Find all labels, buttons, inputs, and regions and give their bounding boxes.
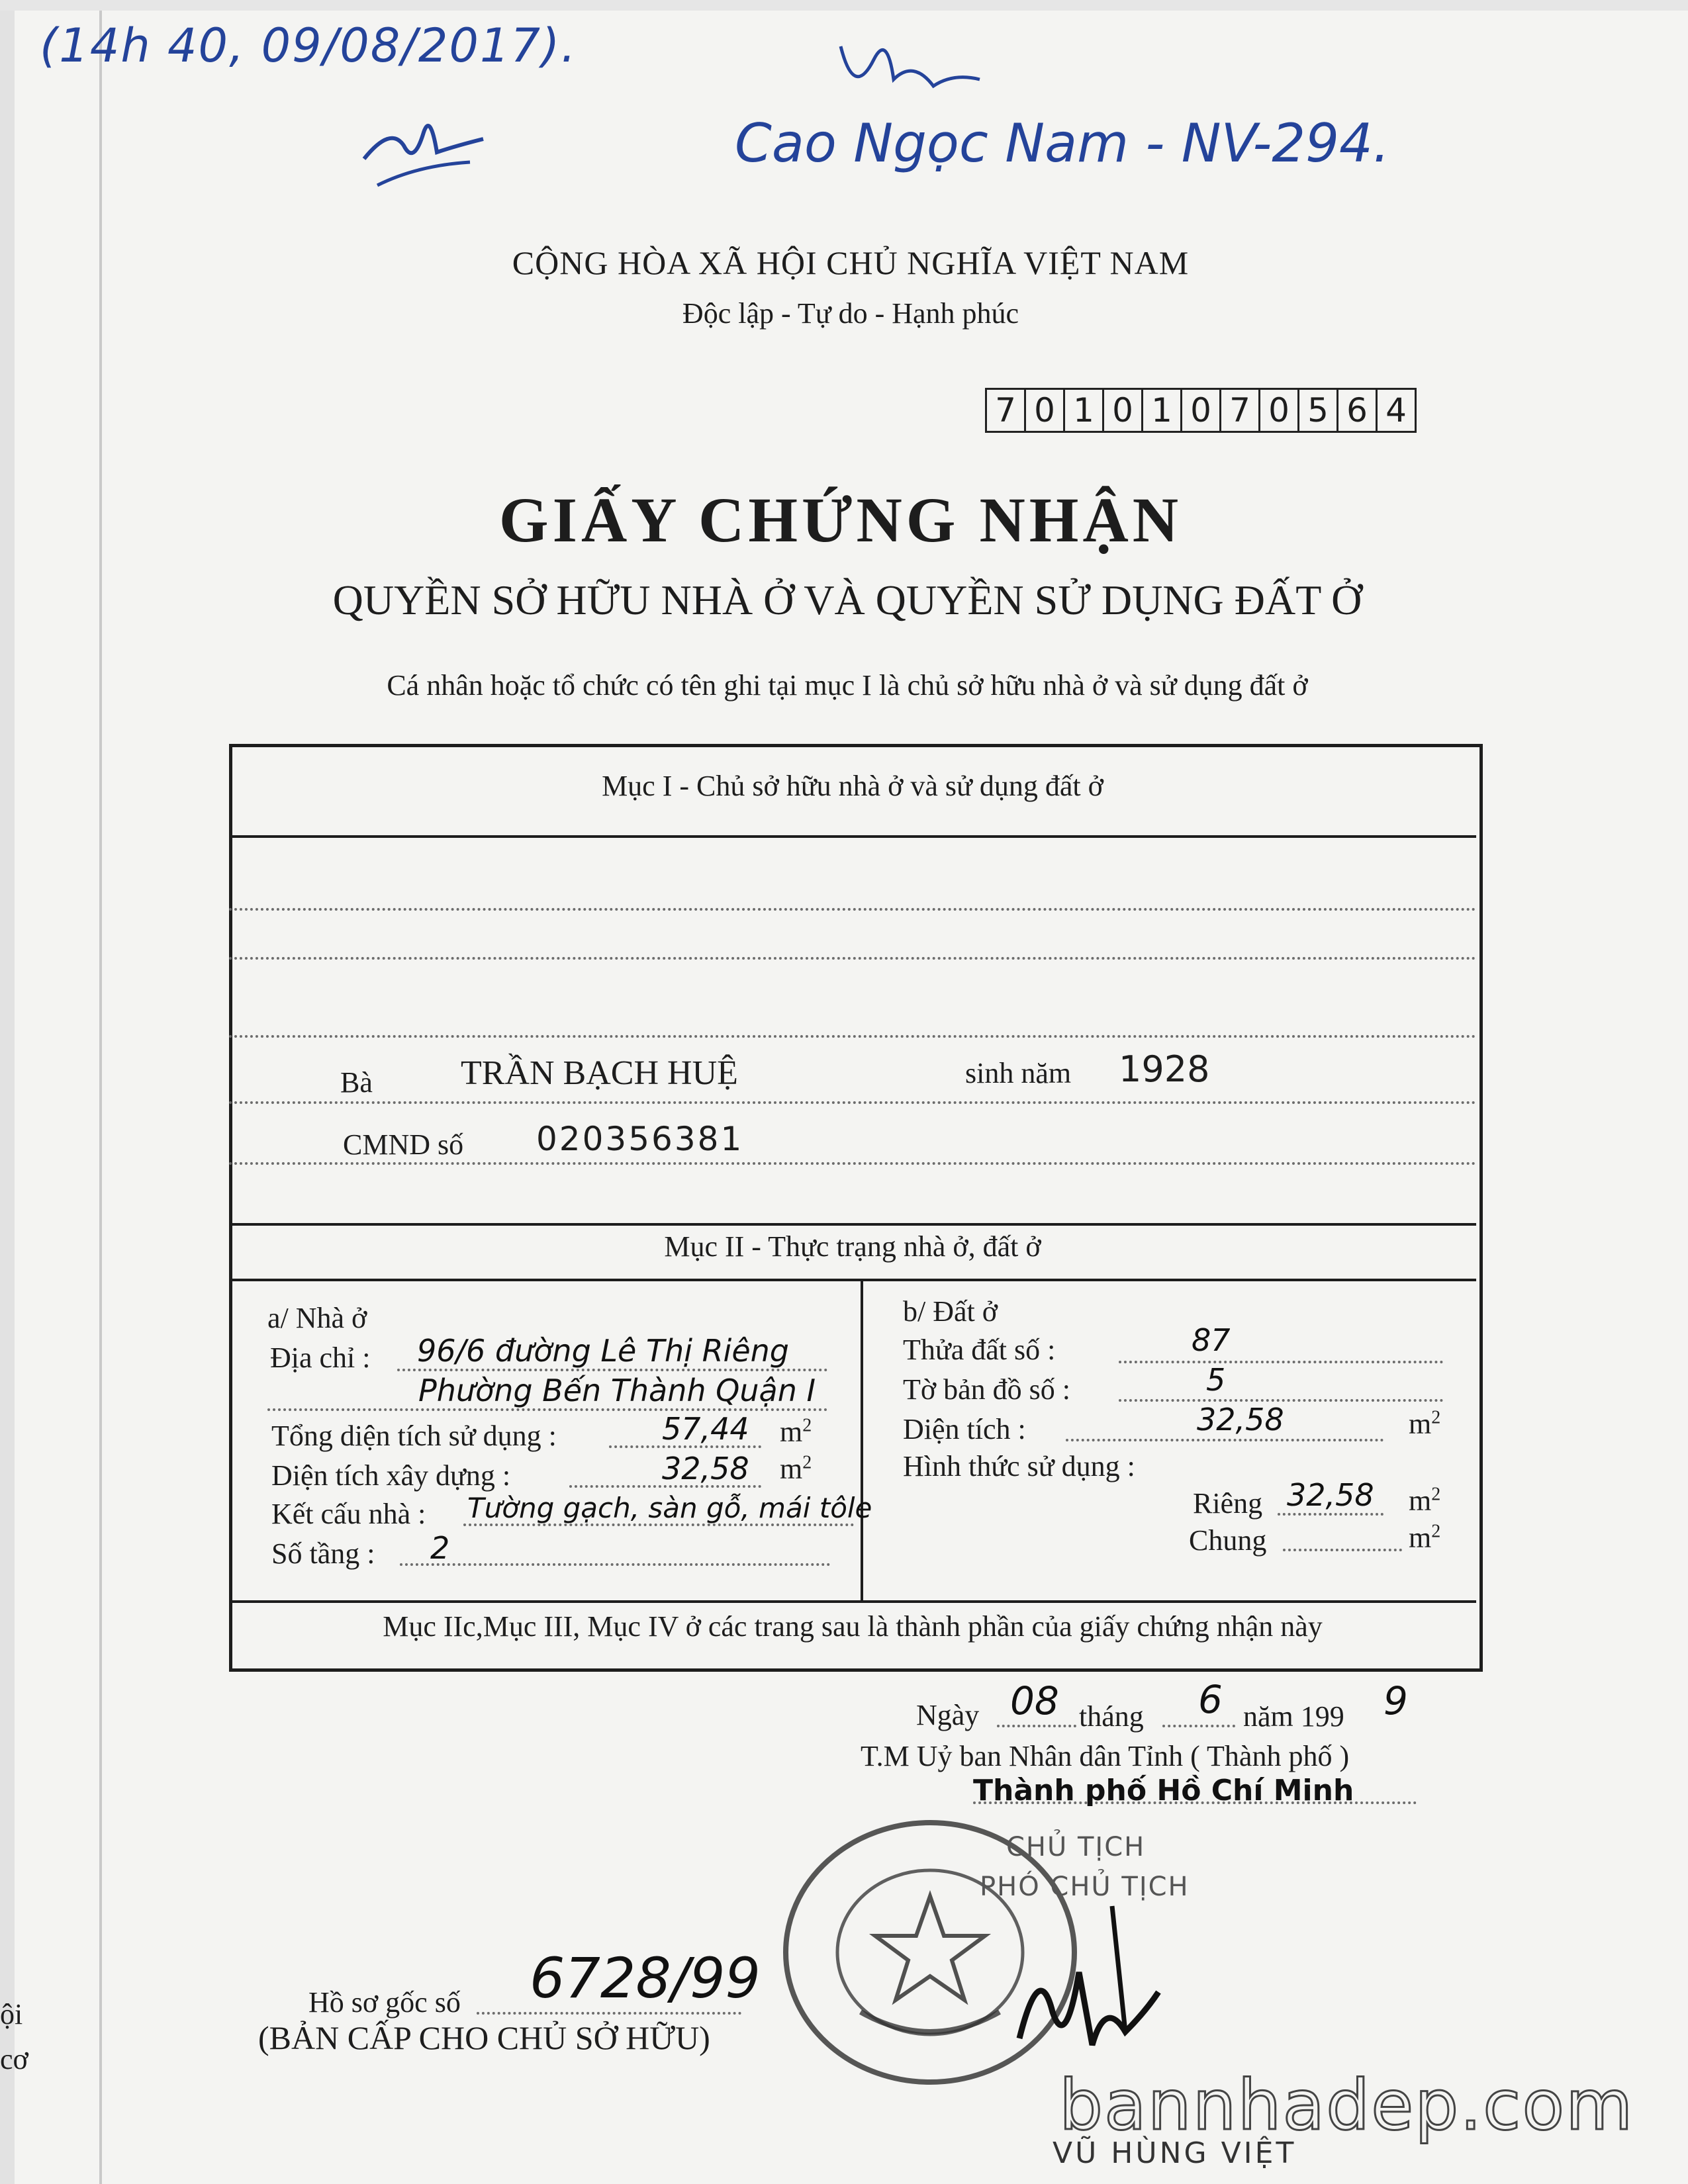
section-divider (229, 1279, 1476, 1281)
section2-heading: Mục II - Thực trạng nhà ở, đất ở (664, 1230, 1041, 1263)
serial-digit: 0 (1104, 390, 1143, 431)
certificate-subtitle: QUYỀN SỞ HỮU NHÀ Ở VÀ QUYỀN SỬ DỤNG ĐẤT Ở (332, 576, 1362, 623)
signer-name: VŨ HÙNG VIỆT (1053, 2136, 1297, 2170)
certificate-title: GIẤY CHỨNG NHẬN (498, 484, 1183, 555)
serial-digit: 1 (1143, 390, 1182, 431)
blank-line (229, 1101, 1476, 1104)
record-label: Hồ sơ gốc số (308, 1986, 461, 2019)
floors-line (400, 1563, 830, 1566)
address-line (397, 1369, 827, 1371)
plot-value: 87 (1192, 1322, 1231, 1358)
owner-name: TRẦN BẠCH HUỆ (461, 1054, 738, 1092)
country-name: CỘNG HÒA XÃ HỘI CHỦ NGHĨA VIỆT NAM (512, 244, 1190, 281)
blank-line (229, 908, 1476, 911)
edge-text: cơ (0, 2043, 28, 2075)
certificate-description: Cá nhân hoặc tổ chức có tên ghi tại mục I là chủ sở hữu nhà ở và sử dụng đất ở (387, 669, 1308, 702)
id-number: 020356381 (536, 1120, 744, 1158)
year-digit: 9 (1383, 1678, 1408, 1723)
unit: m (780, 1416, 803, 1448)
watermark: bannhadep.com (1059, 2065, 1634, 2146)
address-line2: Phường Bến Thành Quận I (418, 1373, 816, 1408)
serial-digit: 7 (987, 390, 1026, 431)
issuing-authority: T.M Uỷ ban Nhân dân Tỉnh ( Thành phố ) (861, 1740, 1350, 1772)
section-divider (229, 1600, 1476, 1603)
built-area-unit (780, 1452, 812, 1486)
land-area-unit (1409, 1407, 1440, 1441)
stamp-title-vice-chairman: PHÓ CHỦ TỊCH (980, 1872, 1190, 1902)
chairman-signature (993, 1880, 1178, 2065)
unit: m (1409, 1522, 1432, 1554)
land-area-value: 32,58 (1197, 1402, 1284, 1437)
total-area-unit (780, 1415, 812, 1449)
serial-digit: 5 (1299, 390, 1338, 431)
unit-exponent: 2 (1431, 1484, 1441, 1505)
motto: Độc lập - Tự do - Hạnh phúc (682, 297, 1019, 330)
serial-digit: 6 (1338, 390, 1378, 431)
private-label: Riêng (1193, 1487, 1263, 1520)
day-label: Ngày (916, 1699, 980, 1731)
unit: m (1409, 1408, 1432, 1440)
initial-signature (351, 86, 496, 192)
copy-note: (BẢN CẤP CHO CHỦ SỞ HỮU) (258, 2019, 710, 2056)
private-unit (1409, 1484, 1440, 1518)
land-area-line (1066, 1439, 1383, 1441)
staff-note: Cao Ngọc Nam - NV-294. (735, 113, 1390, 174)
blank-line (229, 1162, 1476, 1165)
serial-digit: 0 (1260, 390, 1299, 431)
structure-label: Kết cấu nhà : (271, 1498, 426, 1530)
unit: m (1409, 1484, 1432, 1517)
built-area-value: 32,58 (662, 1451, 749, 1486)
unit: m (780, 1453, 803, 1485)
plot-line (1119, 1361, 1443, 1363)
footer-note: Mục IIc,Mục III, Mục IV ở các trang sau là thành phần của giấy chứng nhận này (383, 1610, 1323, 1643)
house-heading: a/ Nhà ở (267, 1302, 367, 1334)
serial-digit: 1 (1065, 390, 1104, 431)
page-top-edge (0, 0, 1688, 11)
unit-exponent: 2 (802, 1452, 812, 1473)
year-label: năm 199 (1243, 1700, 1344, 1733)
shared-label: Chung (1189, 1524, 1267, 1557)
built-area-label: Diện tích xây dựng : (271, 1459, 511, 1492)
structure-value: Tường gạch, sàn gỗ, mái tôle (467, 1492, 872, 1524)
serial-digit: 4 (1385, 391, 1407, 430)
record-number: 6728/99 (530, 1946, 761, 2011)
private-value: 32,58 (1287, 1477, 1374, 1513)
page-edge-line (0, 0, 15, 2184)
birth-label: sinh năm (965, 1057, 1072, 1089)
unit-exponent: 2 (1431, 1407, 1441, 1428)
blank-line (229, 1035, 1476, 1038)
month-line (1162, 1725, 1235, 1727)
section-divider (229, 835, 1476, 838)
stamp-title-chairman: CHỦ TỊCH (1006, 1832, 1146, 1862)
id-label: CMND số (343, 1128, 464, 1161)
private-line (1278, 1513, 1383, 1516)
issuing-city: Thành phố Hồ Chí Minh (973, 1774, 1354, 1807)
month-label: tháng (1079, 1700, 1144, 1733)
map-value: 5 (1206, 1362, 1226, 1398)
time-note: (14h 40, 09/08/2017). (40, 19, 577, 73)
section1-heading: Mục I - Chủ sở hữu nhà ở và sử dụng đất ở (602, 770, 1103, 802)
total-area-label: Tổng diện tích sử dụng : (271, 1420, 557, 1452)
staff-signature (827, 20, 1000, 113)
edge-text: ội (0, 1998, 23, 2030)
unit-exponent: 2 (1431, 1521, 1441, 1542)
shared-line (1283, 1549, 1402, 1551)
day-value: 08 (1010, 1678, 1059, 1723)
total-area-value: 57,44 (662, 1411, 749, 1447)
floors-value: 2 (430, 1530, 450, 1566)
land-heading: b/ Đất ở (903, 1295, 998, 1328)
floors-label: Số tầng : (271, 1537, 375, 1570)
serial-number-box (985, 388, 1417, 433)
page-edge-line (99, 0, 102, 2184)
map-label: Tờ bản đồ số : (903, 1373, 1071, 1406)
blank-line (229, 957, 1476, 960)
land-area-label: Diện tích : (903, 1413, 1026, 1445)
column-divider (861, 1279, 863, 1600)
unit-exponent: 2 (802, 1415, 812, 1436)
month-value: 6 (1198, 1677, 1223, 1722)
section-divider (229, 1223, 1476, 1226)
address-label: Địa chỉ : (270, 1342, 371, 1374)
birth-year: 1928 (1119, 1048, 1210, 1090)
address-line1: 96/6 đường Lê Thị Riêng (417, 1333, 789, 1369)
owner-title-label: Bà (340, 1066, 373, 1099)
usage-label: Hình thức sử dụng : (903, 1450, 1135, 1482)
serial-digit: 0 (1182, 390, 1221, 431)
shared-unit (1409, 1521, 1440, 1555)
main-form-frame (229, 744, 1483, 1672)
day-line (997, 1725, 1076, 1727)
plot-label: Thửa đất số : (903, 1334, 1056, 1366)
record-line (477, 2012, 741, 2015)
serial-digit: 0 (1026, 390, 1065, 431)
serial-digit: 7 (1221, 390, 1260, 431)
